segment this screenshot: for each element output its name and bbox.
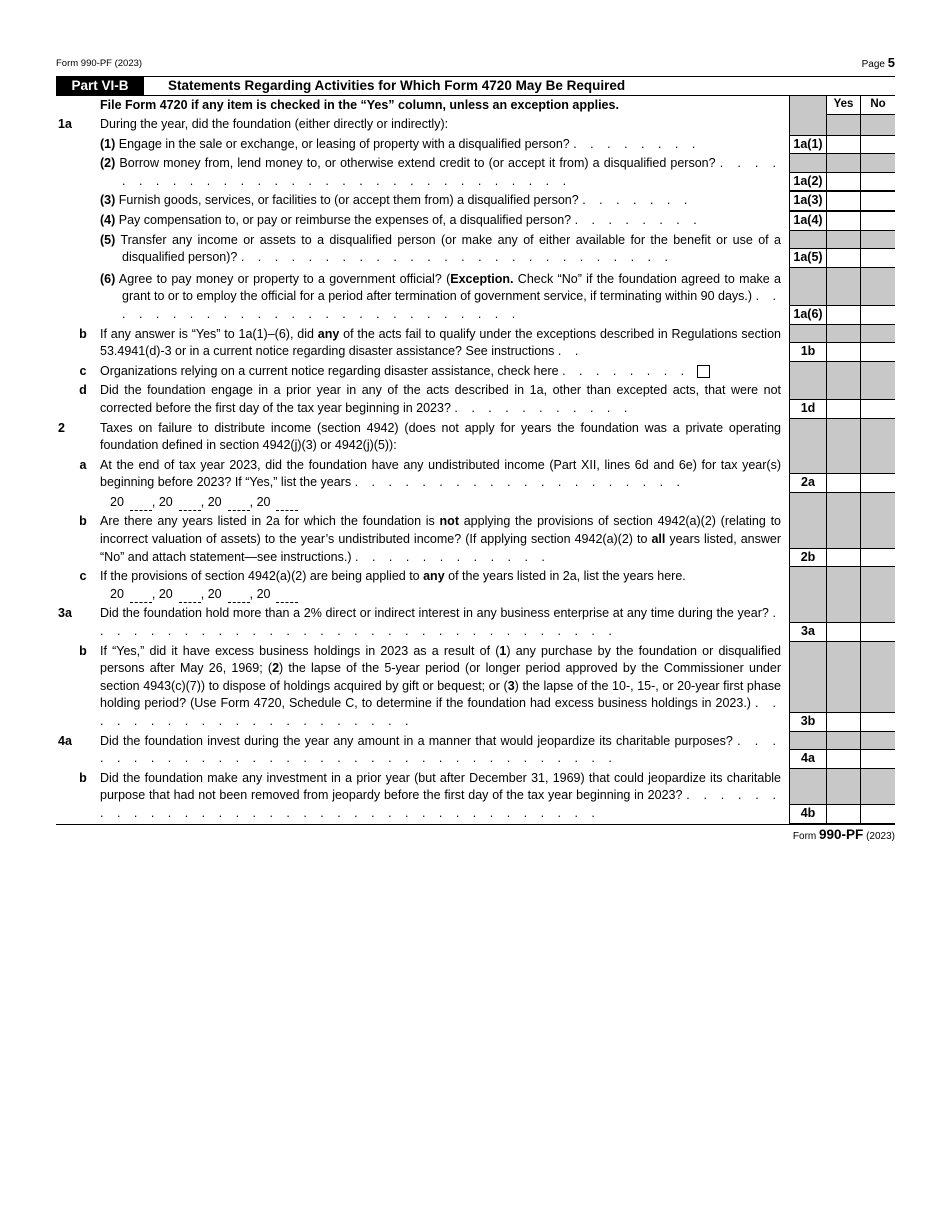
year-blank[interactable] (179, 590, 201, 603)
no-checkbox-1a5[interactable] (861, 248, 895, 267)
no-checkbox-3b[interactable] (861, 712, 895, 731)
yes-checkbox-1a5[interactable] (827, 248, 860, 267)
line-1c: c Organizations relying on a current notice regarding disaster assistance, check here . . . . . . . . (56, 362, 895, 382)
yes-checkbox-1a2[interactable] (827, 172, 860, 191)
line-1a6: (6) Agree to pay money or property to a government official? (Exception. Check “No” if the foundation agreed to make a grant to or to employ the official for a period after termination of government service, if terminating within 90 days.) . . . . . . . . . . . . . . . . . . . . . . . . . . 1a(6) (56, 268, 895, 325)
line-1a: 1a During the year, did the foundation (either directly or indirectly): (56, 115, 895, 135)
yes-checkbox-4b[interactable] (827, 804, 860, 823)
page-header (56, 54, 895, 76)
line-4b: b Did the foundation make any investment in a prior year (but after December 31, 1969) that could jeopardize its charitable purpose that had not been removed from jeopardy before the first day of the tax year beginning in 2023? . . . . . . . . . . . . . . . . . . . . . . . . . . . . . . . . . . . . 4b (56, 769, 895, 824)
page-footer: Form 990-PF (2023) (792, 826, 895, 842)
line-2a: a At the end of tax year 2023, did the foundation have any undistributed income (Part XII, lines 6d and 6e) for tax year(s) beginning before 2023? If “Yes,” list the years . . . . . . . . . . . . . . . . . . . . 2a (56, 456, 895, 493)
no-checkbox-3a[interactable] (861, 622, 895, 641)
yes-column-header: Yes (826, 96, 860, 115)
no-checkbox-2b[interactable] (861, 548, 895, 567)
line-1a5: (5) Transfer any income or assets to a disqualified person (or make any of either available for the benefit or use of a disqualified person)? . . . . . . . . . . . . . . . . . . . . . . . . . . 1a(5) (56, 231, 895, 268)
yes-checkbox-2a[interactable] (827, 473, 860, 492)
year-blank[interactable] (130, 590, 152, 603)
yes-checkbox-2b[interactable] (827, 548, 860, 567)
line-2b: b Are there any years listed in 2a for which the foundation is not applying the provisions of section 4942(a)(2) (relating to incorrect valuation of assets) to the year’s undistributed income? (If applying section 4942(a)(2) to all years listed, answer “No” and attach statement—see instructions.) . . . . . . . . . . . . 2b (56, 512, 895, 567)
line-1a2: (2) Borrow money from, lend money to, or otherwise extend credit to (or accept it from) a disqualified person? . . . . . . . . . . . . . . . . . . . . . . . . . . . . . . . 1a(2) (56, 154, 895, 191)
line-1b: b If any answer is “Yes” to 1a(1)–(6), did any of the acts fail to qualify under the exceptions described in Regulations section 53.4941(d)-3 or in a current notice regarding disaster assistance? See instructions . . 1b (56, 325, 895, 362)
no-checkbox-2a[interactable] (861, 473, 895, 492)
yes-checkbox-3a[interactable] (827, 622, 860, 641)
form-page (56, 54, 895, 842)
no-checkbox-1a3[interactable] (861, 191, 895, 210)
line-3a: 3a Did the foundation hold more than a 2% direct or indirect interest in any business enterprise at any time during the year? . . . . . . . . . . . . . . . . . . . . . . . . . . . . . . . . 3a (56, 604, 895, 641)
page-number: Page 5 (861, 55, 895, 70)
line-2c: c If the provisions of section 4942(a)(2) are being applied to any of the years listed in 2a, list the years here. 20 , 20 , 20 , 20 (56, 567, 895, 604)
line-4a: 4a Did the foundation invest during the year any amount in a manner that would jeopardize its charitable purposes? . . . . . . . . . . . . . . . . . . . . . . . . . . . . . . . . . . 4a (56, 732, 895, 769)
intro-text: File Form 4720 if any item is checked in the “Yes” column, unless an exception applies. (100, 98, 619, 112)
year-blank[interactable] (228, 590, 250, 603)
intro-row (56, 96, 895, 115)
line-1d: d Did the foundation engage in a prior year in any of the acts described in 1a, other than excepted acts, that were not corrected before the first day of the tax year beginning in 2023? . . . . . . . . . . . 1d (56, 381, 895, 418)
year-blank[interactable] (276, 590, 298, 603)
year-blank[interactable] (179, 498, 201, 511)
no-checkbox-4a[interactable] (861, 749, 895, 768)
no-checkbox-1a2[interactable] (861, 172, 895, 191)
yes-checkbox-1a3[interactable] (827, 191, 860, 210)
line-1a4: (4) Pay compensation to, or pay or reimburse the expenses of, a disqualified person? . . . . . . . . 1a(4) (56, 211, 895, 231)
yes-checkbox-1a6[interactable] (827, 305, 860, 324)
no-checkbox-1a4[interactable] (861, 211, 895, 230)
disaster-assistance-checkbox[interactable] (697, 365, 710, 378)
part-header (56, 76, 895, 96)
yes-checkbox-1a1[interactable] (827, 135, 860, 154)
no-checkbox-1a1[interactable] (861, 135, 895, 154)
yes-checkbox-4a[interactable] (827, 749, 860, 768)
part-title: Statements Regarding Activities for Which Form 4720 May Be Required (168, 78, 626, 93)
line-1a1: (1) Engage in the sale or exchange, or leasing of property with a disqualified person? . . . . . . . . 1a(1) (56, 135, 895, 155)
line-2: 2 Taxes on failure to distribute income (section 4942) (does not apply for years the foundation was a private operating foundation defined in section 4942(j)(3) or 4942(j)(5)): (56, 419, 895, 456)
year-blank[interactable] (130, 498, 152, 511)
yes-checkbox-1a4[interactable] (827, 211, 860, 230)
form-label: Form 990-PF (2023) (56, 58, 143, 69)
yes-checkbox-1d[interactable] (827, 399, 860, 418)
no-checkbox-1b[interactable] (861, 342, 895, 361)
no-checkbox-1d[interactable] (861, 399, 895, 418)
no-checkbox-1a6[interactable] (861, 305, 895, 324)
year-blank[interactable] (276, 498, 298, 511)
line-1a3: (3) Furnish goods, services, or facilities to (or accept them from) a disqualified person? . . . . . . . 1a(3) (56, 191, 895, 211)
no-column-header: No (860, 96, 895, 115)
no-checkbox-4b[interactable] (861, 804, 895, 823)
yes-checkbox-3b[interactable] (827, 712, 860, 731)
year-blank[interactable] (228, 498, 250, 511)
years-list-2a: 20 , 20 , 20 , 20 (56, 493, 895, 513)
part-label: Part VI-B (56, 77, 144, 95)
yes-checkbox-1b[interactable] (827, 342, 860, 361)
line-3b: b If “Yes,” did it have excess business holdings in 2023 as a result of (1) any purchase by the foundation or disqualified persons after May 26, 1969; (2) the lapse of the 5-year period (or longer period approved by the Commissioner under section 4943(c)(7)) to dispose of holdings acquired by gift or bequest; or (3) the lapse of the 10-, 15-, or 20-year first phase holding period? (Use Form 4720, Schedule C, to determine if the foundation had excess business holdings in 2023.) . . . . . . . . . . . . . . . . . . . . . 3b (56, 642, 895, 732)
